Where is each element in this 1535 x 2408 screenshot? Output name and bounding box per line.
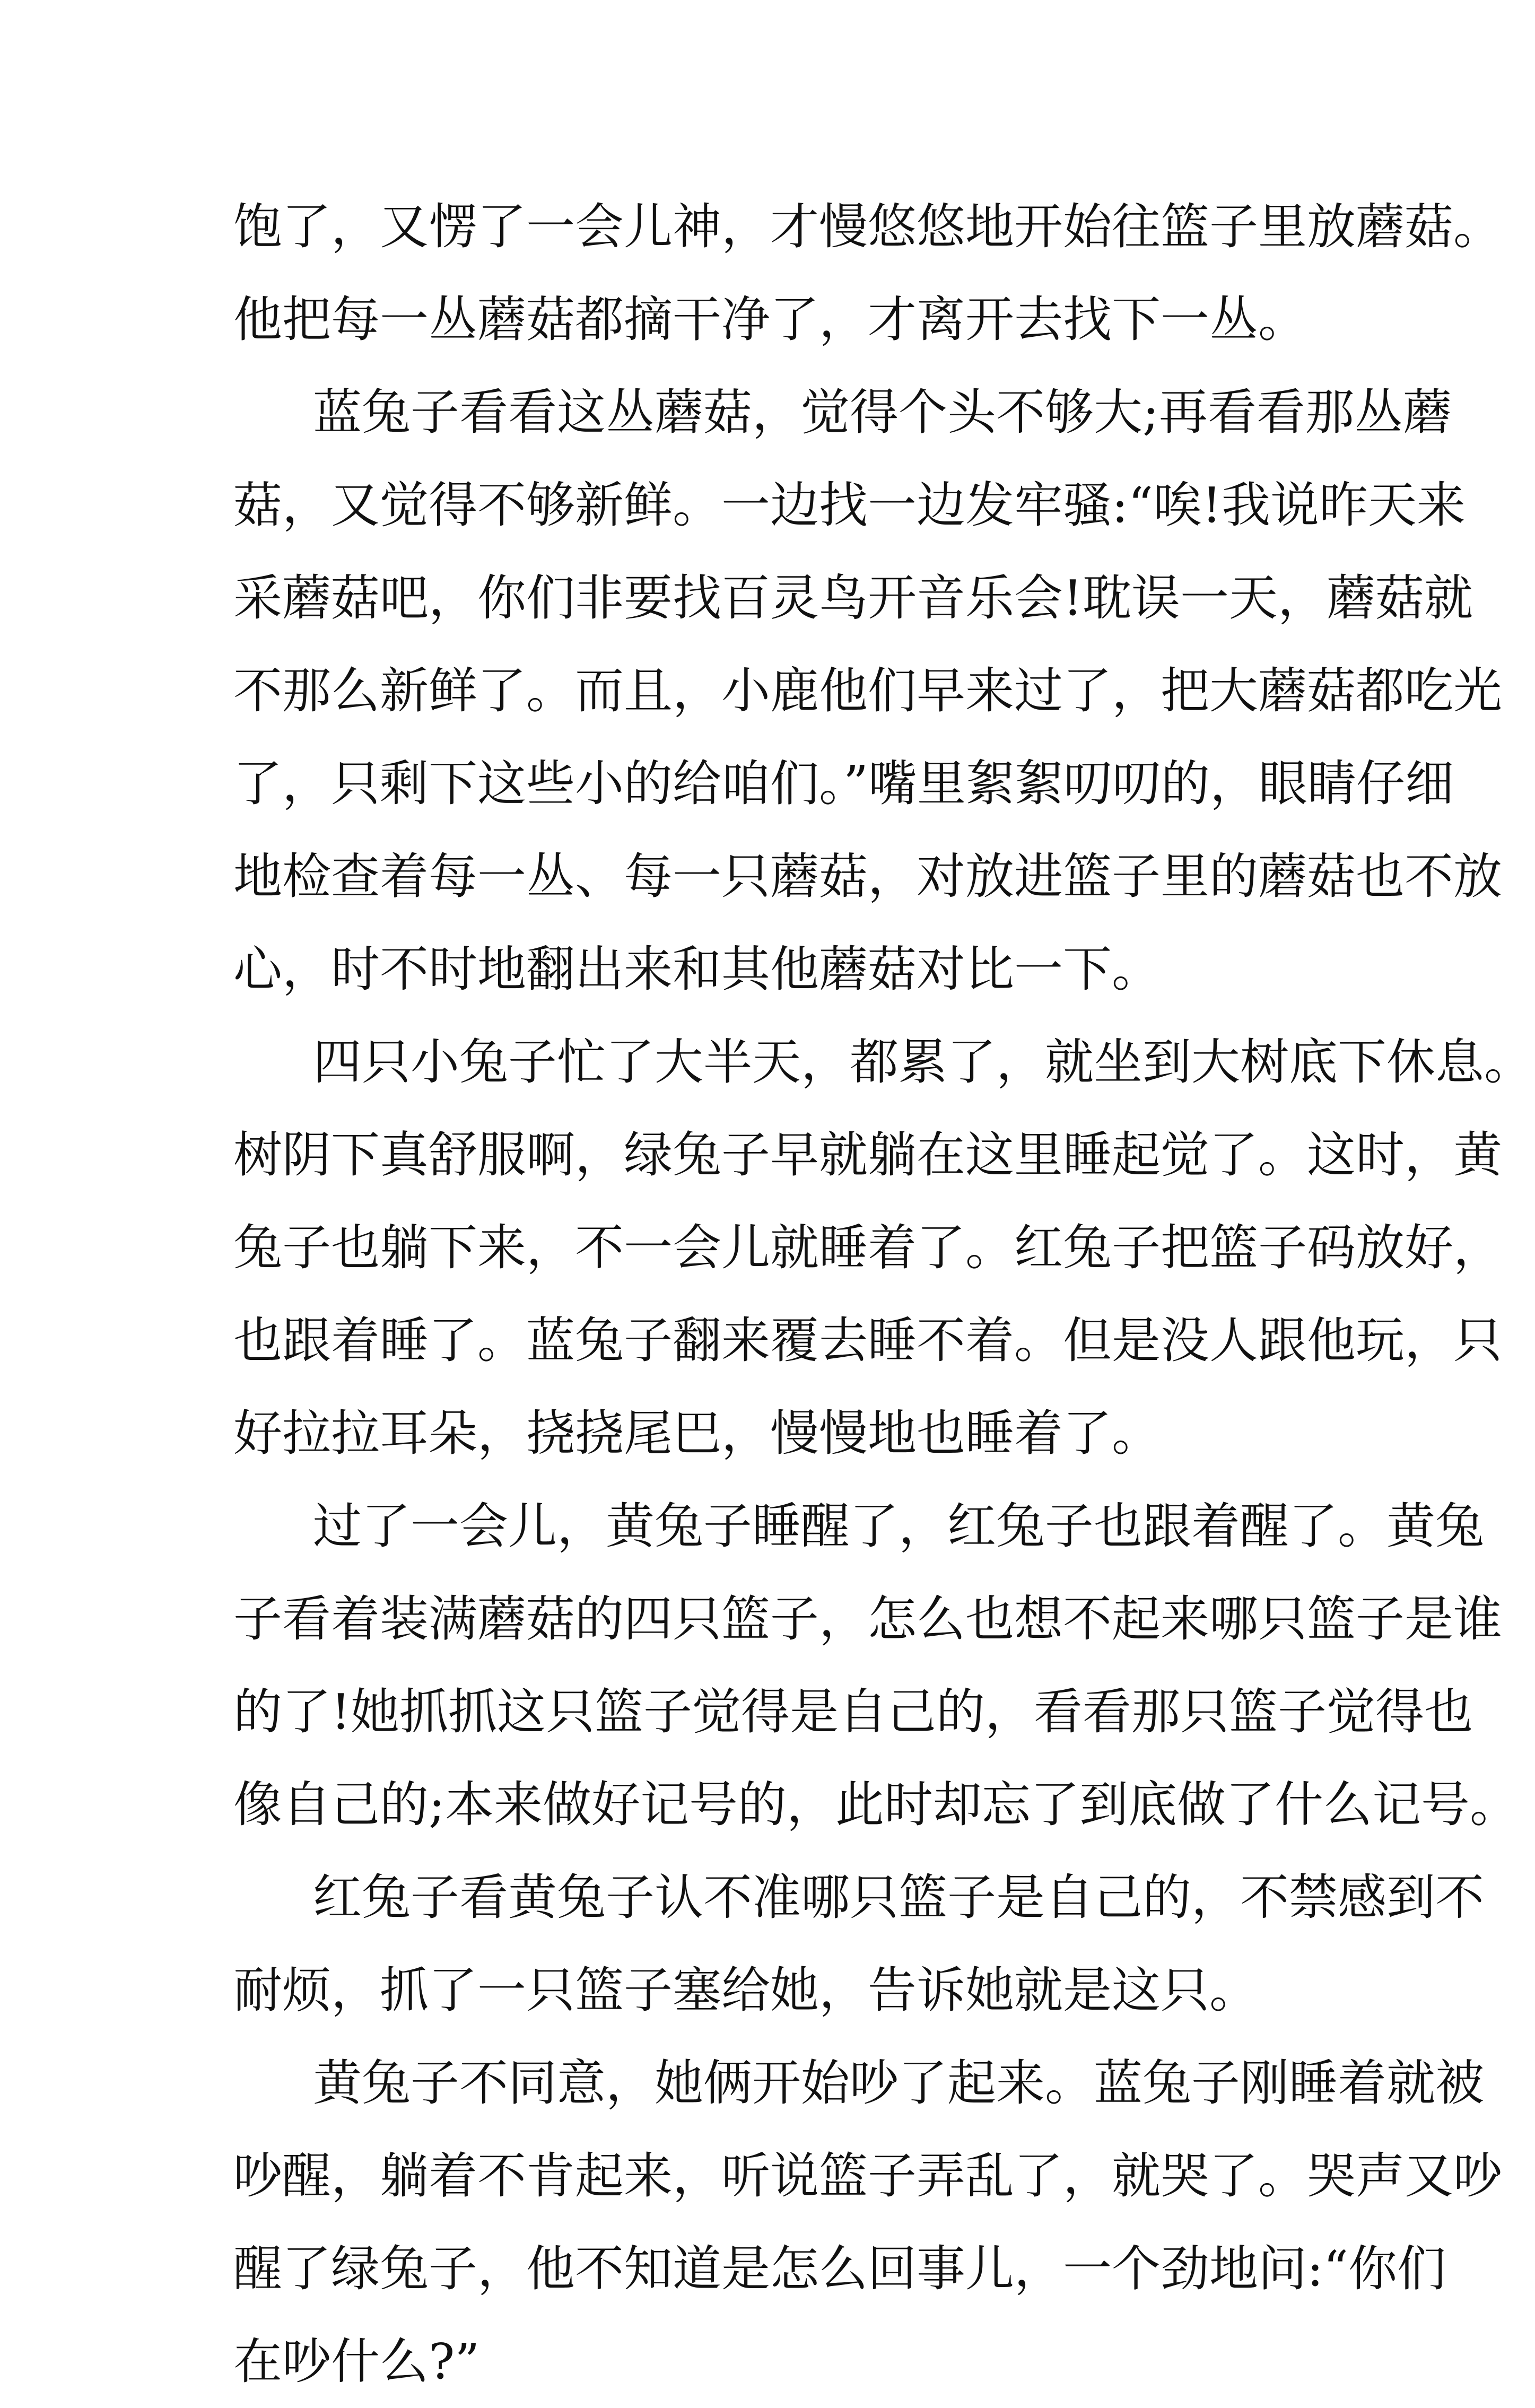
paragraph — [233, 366, 1503, 1016]
text-line: 心，时不时地翻出来和其他蘑菇对比一下。 — [233, 941, 1161, 998]
text-line: 红兔子看黄兔子认不准哪只篮子是自己的，不禁感到不 — [313, 1869, 1485, 1926]
text-line: 在吵什么?” — [233, 2333, 480, 2390]
text-line: 兔子也躺下来，不一会儿就睡着了。红兔子把篮子码放好， — [233, 1219, 1503, 1276]
text-line: 菇，又觉得不够新鲜。一边找一边发牢骚:“唉!我说昨天来 — [233, 477, 1466, 534]
text-line: 也跟着睡了。蓝兔子翻来覆去睡不着。但是没人跟他玩，只 — [233, 1312, 1503, 1369]
paragraph — [233, 1016, 1533, 1480]
text-line: 采蘑菇吧，你们非要找百灵鸟开音乐会!耽误一天，蘑菇就 — [233, 570, 1473, 626]
text-line: 过了一会儿，黄兔子睡醒了，红兔子也跟着醒了。黄兔 — [313, 1498, 1485, 1555]
paragraph — [233, 2037, 1503, 2408]
story-text — [233, 180, 1533, 2408]
text-line: 树阴下真舒服啊，绿兔子早就躺在这里睡起觉了。这时，黄 — [233, 1127, 1503, 1183]
paragraph — [233, 180, 1503, 366]
text-line: 像自己的;本来做好记号的，此时却忘了到底做了什么记号。 — [233, 1776, 1519, 1833]
paragraph — [233, 1851, 1485, 2037]
text-line: 子看着装满蘑菇的四只篮子，怎么也想不起来哪只篮子是谁 — [233, 1591, 1503, 1647]
text-line: 吵醒，躺着不肯起来，听说篮子弄乱了，就哭了。哭声又吵 — [233, 2148, 1503, 2204]
text-line: 地检查着每一丛、每一只蘑菇，对放进篮子里的蘑菇也不放 — [233, 848, 1503, 905]
text-line: 耐烦，抓了一只篮子塞给她，告诉她就是这只。 — [233, 1962, 1259, 2019]
text-line: 黄兔子不同意，她俩开始吵了起来。蓝兔子刚睡着就被 — [313, 2055, 1485, 2112]
paragraph — [233, 1480, 1519, 1851]
text-line: 不那么新鲜了。而且，小鹿他们早来过了，把大蘑菇都吃光 — [233, 662, 1503, 719]
text-line: 醒了绿兔子，他不知道是怎么回事儿，一个劲地问:“你们 — [233, 2240, 1446, 2297]
text-line: 四只小兔子忙了大半天，都累了，就坐到大树底下休息。 — [313, 1034, 1533, 1090]
text-line: 了，只剩下这些小的给咱们。”嘴里絮絮叨叨的，眼睛仔细 — [233, 755, 1454, 812]
text-line: 的了!她抓抓这只篮子觉得是自己的，看看那只篮子觉得也 — [233, 1683, 1473, 1740]
text-line: 他把每一丛蘑菇都摘干净了，才离开去找下一丛。 — [233, 291, 1307, 348]
text-line: 饱了，又愣了一会儿神，才慢悠悠地开始往篮子里放蘑菇。 — [233, 198, 1503, 255]
text-line: 好拉拉耳朵，挠挠尾巴，慢慢地也睡着了。 — [233, 1405, 1161, 1462]
text-line: 蓝兔子看看这丛蘑菇，觉得个头不够大;再看看那丛蘑 — [313, 384, 1452, 441]
